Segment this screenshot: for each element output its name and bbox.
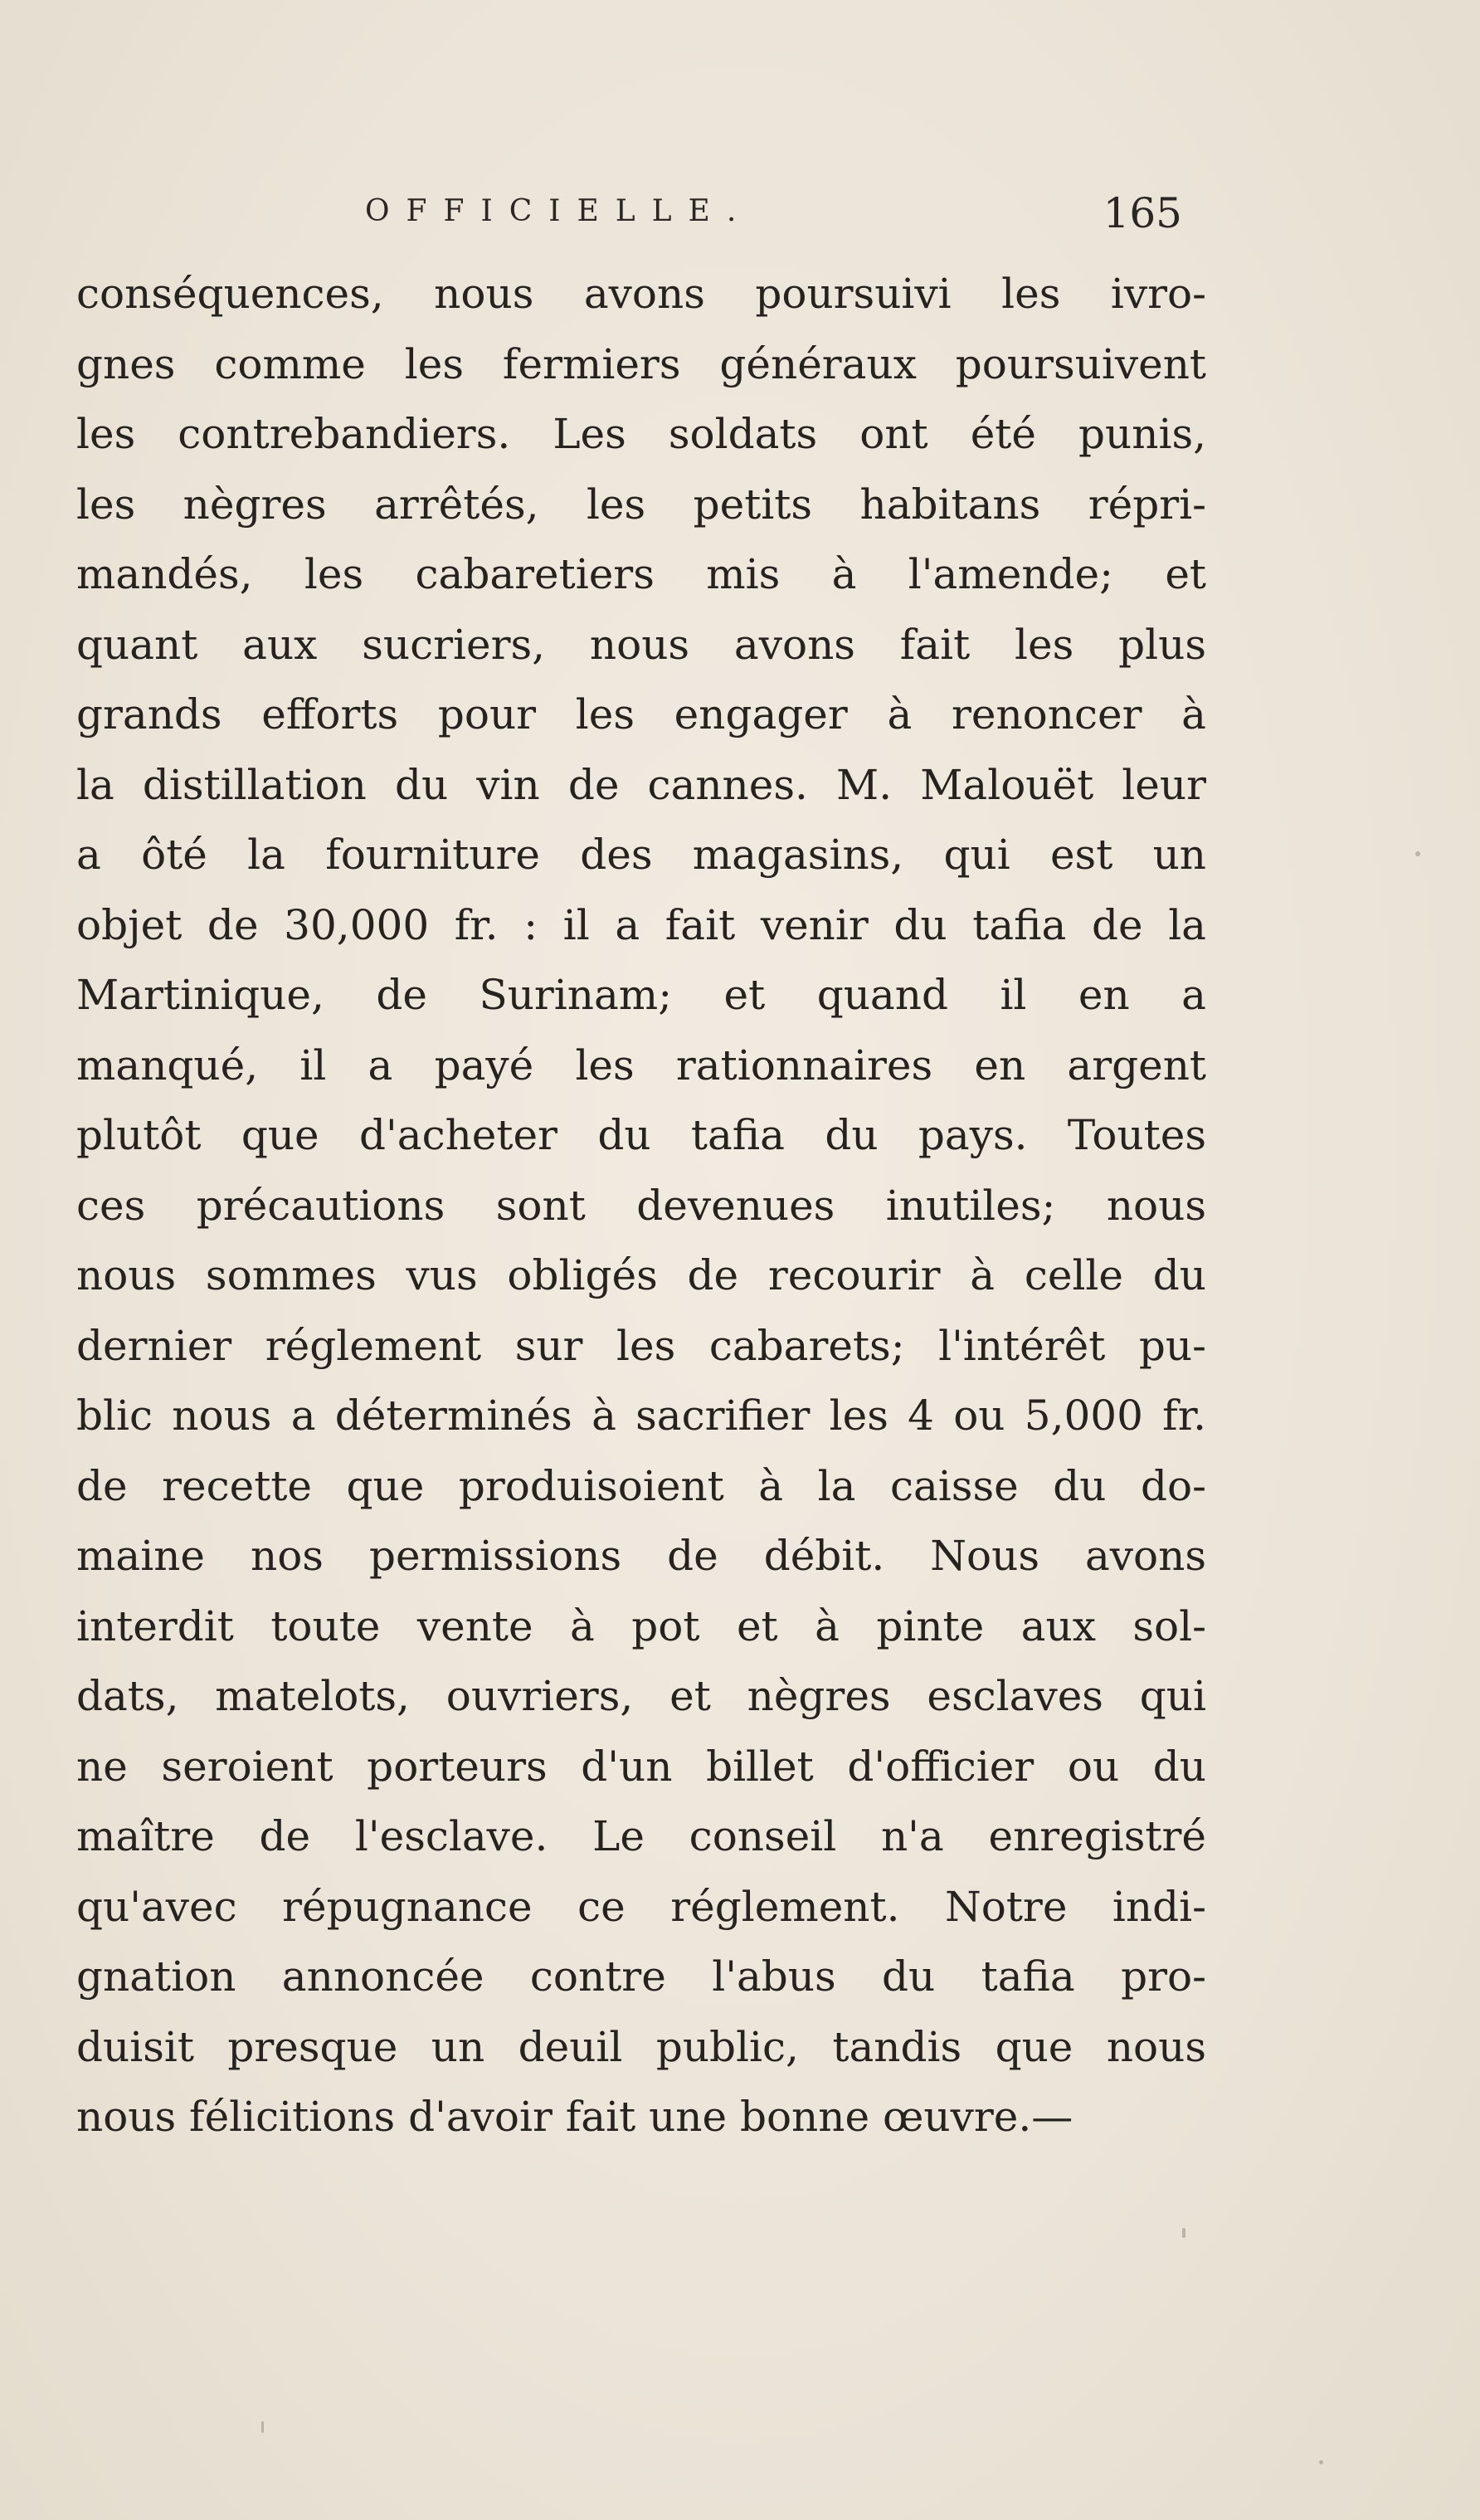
paper-speck	[1319, 2460, 1323, 2464]
text-line: maine nos permissions de débit. Nous avons	[76, 1532, 1206, 1580]
paper-speck	[261, 2421, 264, 2433]
body-text	[76, 259, 1206, 2152]
text-line: gnation annoncée contre l'abus du tafia pro-	[76, 1952, 1206, 2001]
text-line: plutôt que d'acheter du tafia du pays. Toutes	[76, 1111, 1206, 1159]
text-line: a ôté la fourniture des magasins, qui est un	[76, 831, 1206, 879]
text-line: ces précautions sont devenues inutiles; nous	[76, 1181, 1206, 1230]
text-line: la distillation du vin de cannes. M. Malouët leur	[76, 760, 1206, 809]
text-line: conséquences, nous avons poursuivi les ivro-	[76, 270, 1206, 318]
text-line: grands efforts pour les engager à renoncer à	[76, 690, 1206, 738]
text-line: blic nous a déterminés à sacrifier les 4 ou 5,000 fr.	[76, 1392, 1206, 1440]
text-line: qu'avec répugnance ce réglement. Notre indi-	[76, 1882, 1206, 1931]
text-line: les nègres arrêtés, les petits habitans répri-	[76, 480, 1206, 529]
text-line: interdit toute vente à pot et à pinte aux sol-	[76, 1601, 1206, 1650]
text-line: objet de 30,000 fr. : il a fait venir du tafia de la	[76, 900, 1206, 949]
page-number: 165	[1103, 189, 1182, 237]
text-line: les contrebandiers. Les soldats ont été punis,	[76, 410, 1206, 458]
running-head: OFFICIELLE.	[365, 194, 753, 228]
text-line: nous sommes vus obligés de recourir à celle du	[76, 1251, 1206, 1299]
text-line: gnes comme les fermiers généraux poursuivent	[76, 339, 1206, 388]
text-line: maître de l'esclave. Le conseil n'a enregistré	[76, 1812, 1206, 1860]
text-line: quant aux sucriers, nous avons fait les plus	[76, 620, 1206, 669]
text-line: mandés, les cabaretiers mis à l'amende; et	[76, 550, 1206, 598]
text-line: duisit presque un deuil public, tandis que nous	[76, 2022, 1206, 2071]
text-line: dernier réglement sur les cabarets; l'intérêt pu-	[76, 1321, 1206, 1370]
text-line: dats, matelots, ouvriers, et nègres esclaves qui	[76, 1672, 1206, 1720]
text-line: ne seroient porteurs d'un billet d'officier ou du	[76, 1742, 1206, 1791]
paper-speck	[1415, 851, 1420, 856]
text-line: Martinique, de Surinam; et quand il en a	[76, 971, 1206, 1019]
text-line: nous félicitions d'avoir fait une bonne œuvre.—	[76, 2093, 1073, 2141]
text-line: manqué, il a payé les rationnaires en argent	[76, 1041, 1206, 1089]
page-header	[365, 189, 1195, 247]
paper-speck	[1182, 2228, 1185, 2238]
text-line: de recette que produisoient à la caisse du do-	[76, 1461, 1206, 1510]
